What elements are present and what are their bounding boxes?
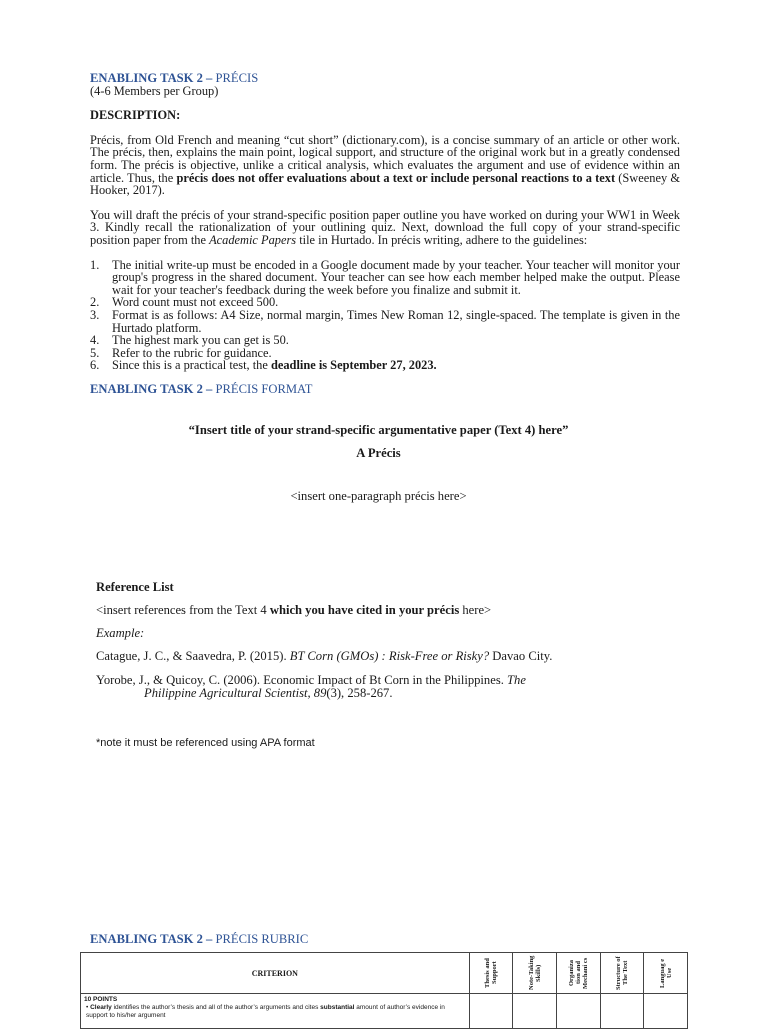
example-label: Example:: [96, 626, 145, 641]
guidelines-list: [90, 259, 680, 372]
rubric-score-cell: [556, 994, 600, 1029]
rubric-criterion-cell: 10 POINTS • Clearly identifies the author’s thesis and all of the author’s arguments and cites substantial amount of author’s evidence in support to his/her argument: [81, 994, 470, 1029]
criterion-header: CRITERION: [81, 953, 470, 994]
rubric-column-header: Structure of The Text: [600, 953, 644, 994]
rubric-column-header: Thesis and Support: [469, 953, 513, 994]
reference-entry-2: Yorobe, J., & Quicoy, C. (2006). Economic Impact of Bt Corn in the Philippines. The Philippine Agricultural Scientist, 89(3), 258-267.: [96, 673, 526, 701]
reference-entry-1: Catague, J. C., & Saavedra, P. (2015). BT Corn (GMOs) : Risk-Free or Risky? Davao City.: [96, 649, 553, 664]
rubric-score-cell: [644, 994, 688, 1029]
task-heading-precis: ENABLING TASK 2 – PRÉCIS: [90, 71, 259, 85]
document-body: [90, 72, 680, 881]
rubric-column-header: Organiza tion and Mechani cs: [556, 953, 600, 994]
format-subtitle: A Précis: [356, 446, 401, 461]
guideline-item: 1. The initial write-up must be encoded in a Google document made by your teacher. Your teacher will monitor your group's progress in the shared document. Your teacher can see how each member helped make the output. Please wait for your teacher's feedback during the week before you finalize and submit it.: [90, 257, 680, 297]
reference-insert-note: <insert references from the Text 4 which you have cited in your précis here>: [96, 603, 492, 618]
reference-list-heading: Reference List: [96, 580, 174, 595]
format-title: “Insert title of your strand-specific argumentative paper (Text 4) here”: [188, 423, 569, 438]
guideline-item-deadline: 6. Since this is a practical test, the deadline is September 27, 2023.: [90, 358, 437, 373]
rubric-column-header: Languag e Use: [644, 953, 688, 994]
rubric-score-cell: [600, 994, 644, 1029]
rubric-score-cell: [513, 994, 557, 1029]
rubric-row: [81, 994, 688, 1029]
rubric-column-header: Note-Taking Skills): [513, 953, 557, 994]
precis-format-template: [90, 395, 680, 881]
task-heading-rubric: ENABLING TASK 2 – PRÉCIS RUBRIC: [90, 932, 309, 946]
guideline-item: 4. The highest mark you can get is 50.: [90, 333, 289, 348]
rubric-table: [80, 952, 688, 1029]
group-size-note: (4-6 Members per Group): [90, 83, 219, 98]
task-heading-format: ENABLING TASK 2 – PRÉCIS FORMAT: [90, 381, 313, 396]
description-heading: DESCRIPTION:: [90, 108, 181, 123]
description-paragraph-2: You will draft the précis of your strand-specific position paper outline you have worked on during your WW1 in Week 3. Kindly recall the rationalization of your outlining quiz. Next, download the full copy of your strand-specific position paper from the Academic Papers tile in Hurtado. In précis writing, adhere to the guidelines:: [90, 207, 680, 247]
guideline-item: 3. Format is as follows: A4 Size, normal margin, Times New Roman 12, single-spaced. The template is given in the Hurtado platform.: [90, 307, 680, 335]
apa-format-note: *note it must be referenced using APA format: [96, 737, 315, 750]
rubric-score-cell: [469, 994, 513, 1029]
rubric-header-row: [81, 953, 688, 994]
guideline-item: 2. Word count must not exceed 500.: [90, 295, 279, 310]
format-insert-paragraph: <insert one-paragraph précis here>: [290, 489, 467, 504]
guideline-item: 5. Refer to the rubric for guidance.: [90, 345, 272, 360]
description-paragraph-1: Précis, from Old French and meaning “cut short” (dictionary.com), is a concise summary of an article or other work. The précis, then, explains the main point, logical support, and structure of the original work but in a greatly condensed form. The précis is objective, unlike a critical analysis, which evaluates the argument and use of evidence within an article. Thus, the précis does not offer evaluations about a text or include personal reactions to a text (Sweeney & Hooker, 2017).: [90, 132, 680, 198]
